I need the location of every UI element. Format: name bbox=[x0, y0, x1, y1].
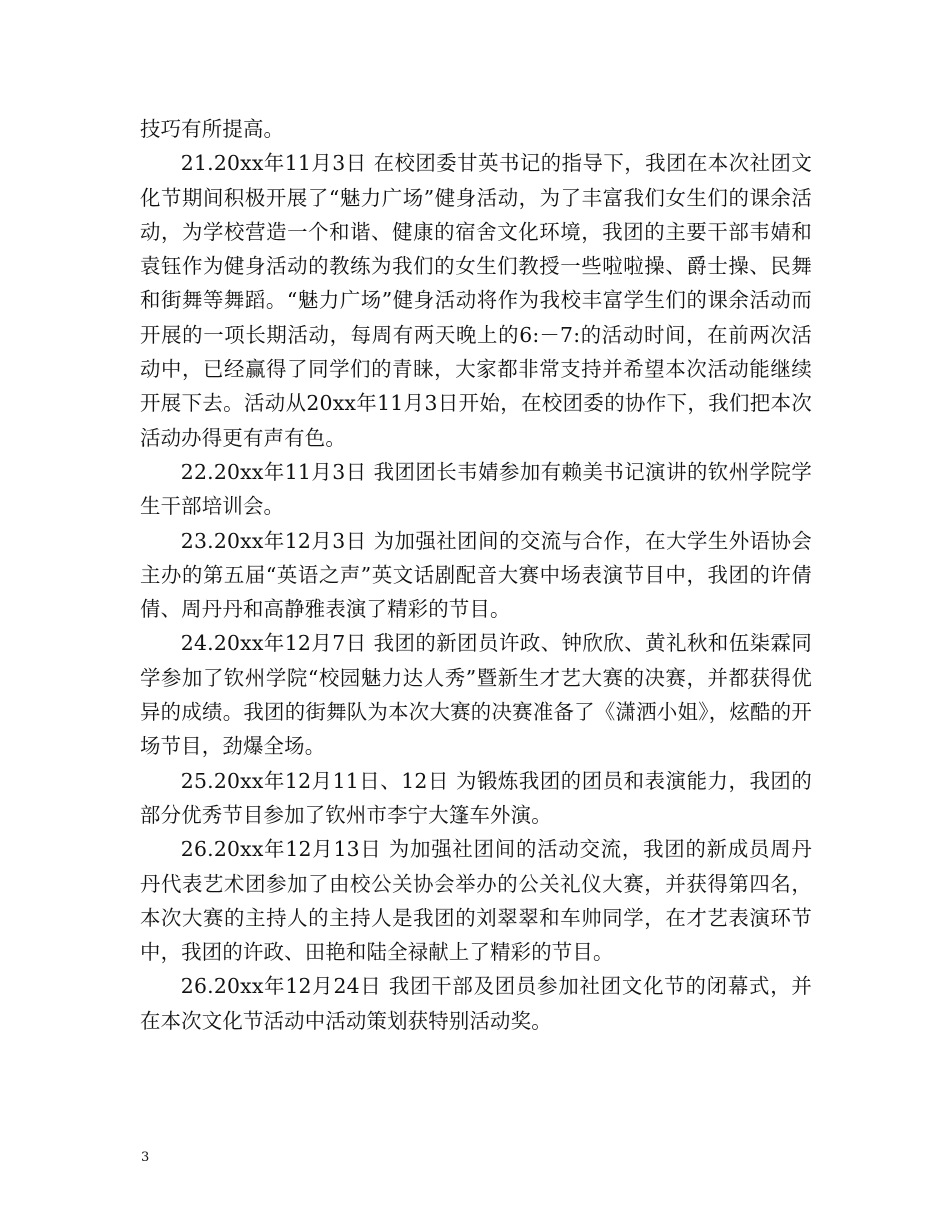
paragraph-item-21: 21.20xx年11月3日 在校团委甘英书记的指导下，我团在本次社团文化节期间积极开展了“魅力广场”健身活动，为了丰富我们女生们的课余活动，为学校营造一个和谐、健康的宿舍文化环境，我团的主要干部韦婧和袁钰作为健身活动的教练为我们的女生们教授一些啦啦操、爵士操、民舞和街舞等舞蹈。“魅力广场”健身活动将作为我校丰富学生们的课余活动而开展的一项长期活动，每周有两天晚上的6:－7:的活动时间，在前两次活动中，已经赢得了同学们的青睐，大家都非常支持并希望本次活动能继续开展下去。活动从20xx年11月3日开始，在校团委的协作下，我们把本次活动办得更有声有色。 bbox=[140, 151, 812, 450]
paragraph-item-24: 24.20xx年12月7日 我团的新团员许政、钟欣欣、黄礼秋和伍柒霖同学参加了钦州学院“校园魅力达人秀”暨新生才艺大赛的决赛，并都获得优异的成绩。我团的街舞队为本次大赛的决赛准备了《潇洒小姐》，炫酷的开场节目，劲爆全场。 bbox=[140, 631, 812, 759]
paragraph-item-23: 23.20xx年12月3日 为加强社团间的交流与合作，在大学生外语协会主办的第五届“英语之声”英文话剧配音大赛中场表演节目中，我团的许倩倩、周丹丹和高静雅表演了精彩的节目。 bbox=[140, 528, 812, 622]
paragraph-item-26b: 26.20xx年12月24日 我团干部及团员参加社团文化节的闭幕式，并在本次文化节活动中活动策划获特别活动奖。 bbox=[140, 974, 812, 1033]
paragraph-continuation: 技巧有所提高。 bbox=[140, 117, 285, 141]
page-number: 3 bbox=[141, 1150, 150, 1165]
paragraph-item-25: 25.20xx年12月11日、12日 为锻炼我团的团员和表演能力，我团的部分优秀节目参加了钦州市李宁大篷车外演。 bbox=[140, 768, 812, 827]
paragraph-item-26a: 26.20xx年12月13日 为加强社团间的活动交流，我团的新成员周丹丹代表艺术团参加了由校公关协会举办的公关礼仪大赛，并获得第四名，本次大赛的主持人的主持人是我团的刘翠翠和车帅同学，在才艺表演环节中，我团的许政、田艳和陆全禄献上了精彩的节目。 bbox=[140, 837, 812, 965]
body-text bbox=[140, 112, 812, 1038]
paragraph-item-22: 22.20xx年11月3日 我团团长韦婧参加有赖美书记演讲的钦州学院学生干部培训会。 bbox=[140, 459, 812, 519]
